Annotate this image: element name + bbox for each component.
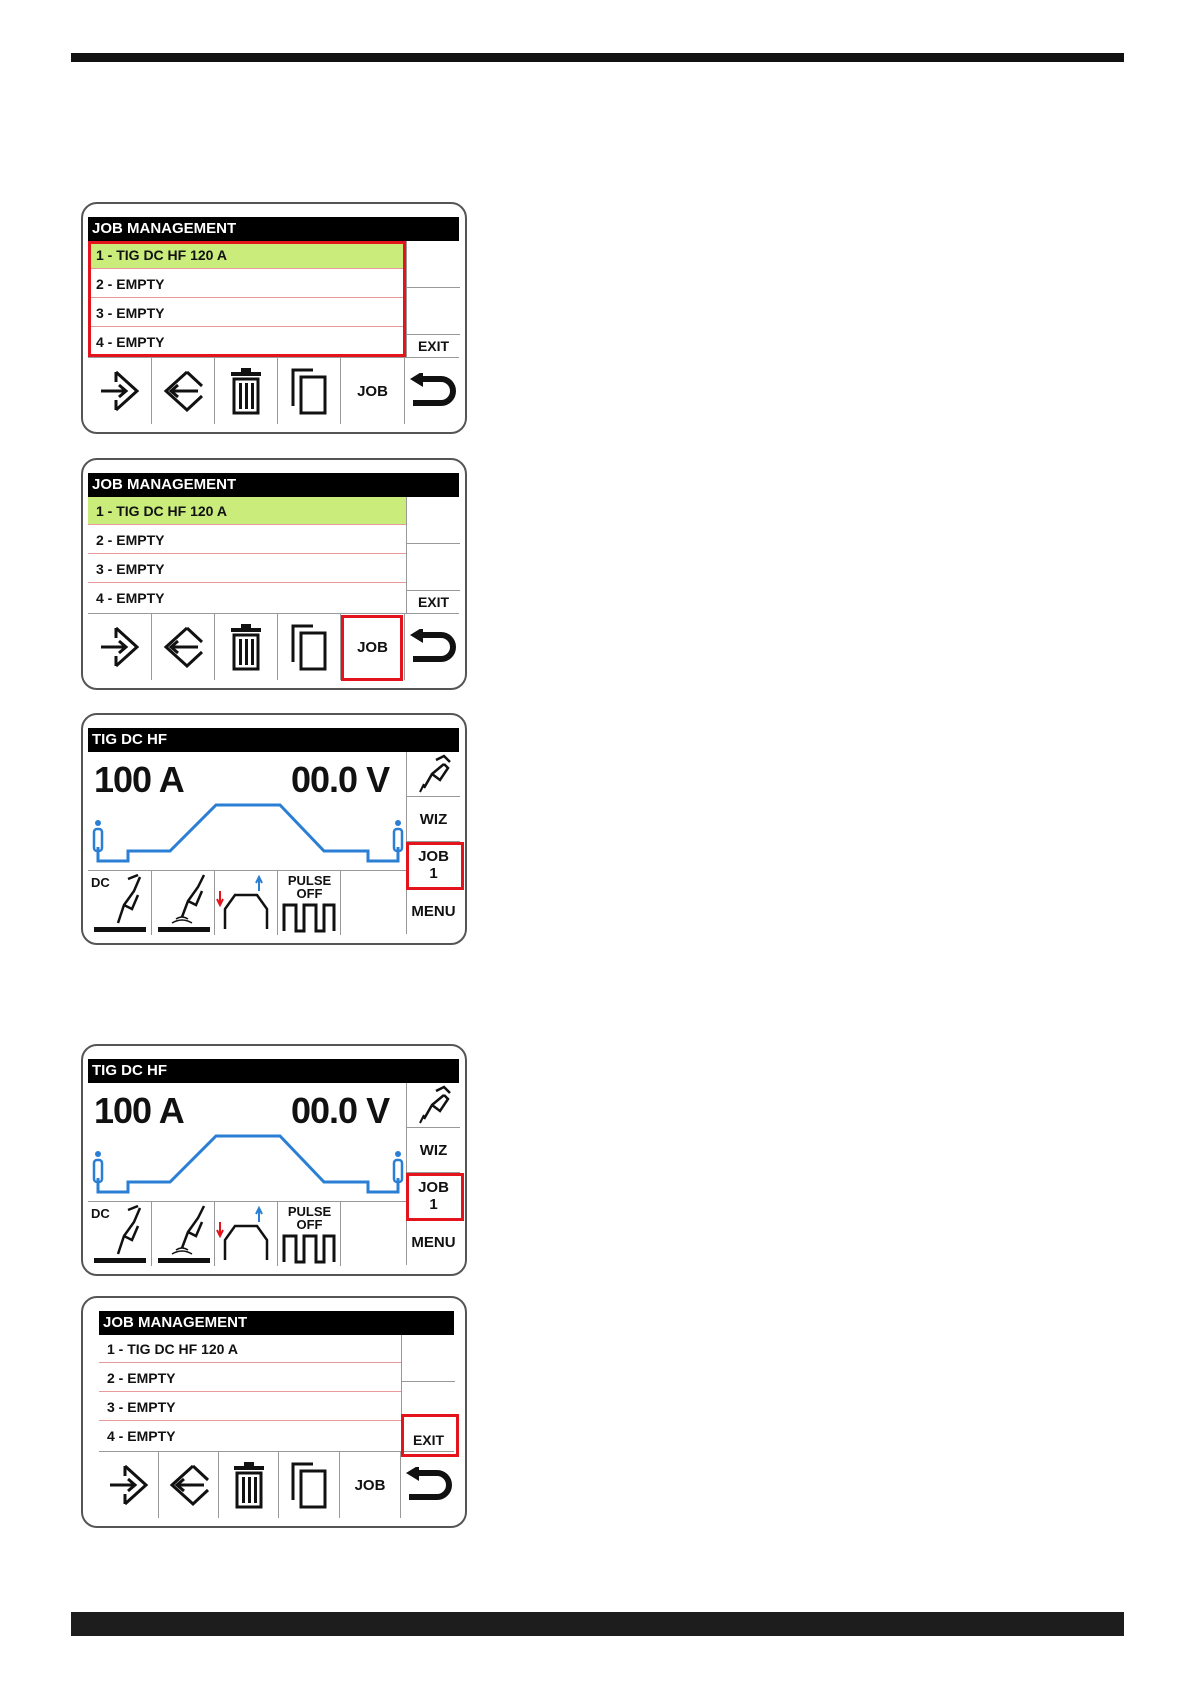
torch-settings-button[interactable] [407, 1083, 460, 1128]
copy-icon [289, 622, 329, 672]
save-job-button[interactable] [152, 614, 215, 680]
hf-torch-icon [152, 1202, 215, 1266]
trigger-mode-button[interactable] [215, 1202, 278, 1266]
job-management-screen-3 [81, 1296, 467, 1528]
side-divider [407, 590, 460, 591]
page-bottom-rule [71, 1612, 1124, 1636]
wiz-button[interactable] [407, 1128, 460, 1173]
empty-slot [341, 1202, 406, 1266]
job-button-label: JOB [357, 382, 388, 400]
job-item-3[interactable]: 3 - EMPTY [88, 555, 406, 583]
side-soft-keys [406, 497, 460, 613]
load-job-button[interactable] [88, 614, 152, 680]
torch-settings-button[interactable] [407, 752, 460, 797]
hf-start-button[interactable] [152, 1202, 215, 1266]
pulse-wave-icon [278, 871, 341, 935]
hf-torch-icon [152, 871, 215, 935]
save-job-button[interactable] [152, 358, 215, 424]
save-job-icon [160, 368, 206, 414]
polarity-dc-button[interactable] [88, 1202, 152, 1266]
side-divider [407, 334, 460, 335]
load-job-button[interactable] [99, 1452, 159, 1518]
copy-job-button[interactable] [278, 358, 341, 424]
weld-cycle-graph[interactable] [88, 1126, 406, 1202]
dc-label: DC [91, 1206, 110, 1221]
side-divider [407, 287, 460, 288]
job-item-2[interactable]: 2 - EMPTY [99, 1364, 401, 1392]
pulse-state: OFF [296, 886, 323, 901]
hf-start-button[interactable] [152, 871, 215, 935]
job-item-1[interactable]: 1 - TIG DC HF 120 A [88, 241, 406, 269]
tig-torch-icon [88, 871, 152, 935]
save-job-icon [160, 624, 206, 670]
job-number: 1 [429, 864, 438, 882]
pulse-label: PULSE [287, 1204, 332, 1219]
exit-button[interactable]: EXIT [417, 338, 450, 354]
back-arrow-icon [403, 1467, 453, 1503]
job-label: JOB [418, 1178, 449, 1196]
save-job-icon [166, 1462, 212, 1508]
job-item-3[interactable]: 3 - EMPTY [99, 1393, 401, 1421]
save-job-button[interactable] [159, 1452, 219, 1518]
copy-icon [289, 366, 329, 416]
weld-side-keys [406, 1083, 460, 1265]
job-item-1[interactable]: 1 - TIG DC HF 120 A [99, 1335, 401, 1363]
empty-slot [341, 871, 406, 935]
copy-job-button[interactable] [278, 614, 341, 680]
menu-label: MENU [411, 1233, 456, 1251]
back-button[interactable] [401, 1452, 454, 1518]
job-button[interactable] [407, 842, 460, 888]
torch-icon [414, 1085, 454, 1125]
load-job-icon [97, 368, 143, 414]
job-label: JOB [418, 847, 449, 865]
job-button-label: JOB [354, 1476, 386, 1494]
side-soft-keys [401, 1335, 455, 1451]
job-item-3[interactable]: 3 - EMPTY [88, 299, 406, 327]
screen-title: JOB MANAGEMENT [88, 217, 459, 241]
job-button[interactable] [341, 358, 405, 424]
voltage-readout[interactable]: 00.0 V [291, 1090, 390, 1131]
weld-screen-2 [81, 1044, 467, 1276]
job-item-2[interactable]: 2 - EMPTY [88, 270, 406, 298]
job-item-4[interactable]: 4 - EMPTY [107, 1428, 176, 1444]
tig-torch-icon [88, 1202, 152, 1266]
load-job-button[interactable] [88, 358, 152, 424]
back-arrow-icon [407, 373, 457, 409]
trash-icon [229, 1461, 269, 1509]
pulse-button[interactable] [278, 871, 341, 935]
weld-screen-1 [81, 713, 467, 945]
weld-mode-bar [88, 870, 406, 935]
job-number: 1 [429, 1195, 438, 1213]
exit-button[interactable]: EXIT [417, 594, 450, 610]
job-button-label: JOB [357, 638, 388, 656]
wiz-label: WIZ [419, 810, 448, 828]
trash-icon [226, 367, 266, 415]
wiz-label: WIZ [419, 1141, 448, 1159]
copy-icon [289, 1460, 329, 1510]
trigger-mode-button[interactable] [215, 871, 278, 935]
job-management-screen-2 [81, 458, 467, 690]
job-management-screen-1 [81, 202, 467, 434]
pulse-button[interactable] [278, 1202, 341, 1266]
job-toolbar [88, 613, 459, 680]
job-list [88, 241, 406, 357]
screen-title: JOB MANAGEMENT [88, 473, 459, 497]
menu-button[interactable] [407, 888, 460, 934]
weld-side-keys [406, 752, 460, 934]
torch-icon [414, 754, 454, 794]
job-button[interactable] [407, 1173, 460, 1219]
back-arrow-icon [407, 629, 457, 665]
menu-button[interactable] [407, 1219, 460, 1265]
screen-title: TIG DC HF [88, 1059, 459, 1083]
screen-title: TIG DC HF [88, 728, 459, 752]
job-item-2[interactable]: 2 - EMPTY [88, 526, 406, 554]
back-button[interactable] [405, 358, 459, 424]
polarity-dc-button[interactable] [88, 871, 152, 935]
pulse-label: PULSE [287, 873, 332, 888]
exit-button[interactable]: EXIT [412, 1432, 445, 1448]
job-item-4[interactable]: 4 - EMPTY [96, 590, 165, 606]
trigger-2t-icon [215, 871, 278, 935]
back-button[interactable] [405, 614, 459, 680]
weld-cycle-graph[interactable] [88, 795, 406, 871]
current-readout[interactable]: 100 A [94, 759, 184, 800]
load-job-icon [106, 1462, 152, 1508]
dc-label: DC [91, 875, 110, 890]
voltage-readout[interactable]: 00.0 V [291, 759, 390, 800]
job-button[interactable] [341, 614, 405, 680]
delete-job-button[interactable] [219, 1452, 279, 1518]
side-divider [402, 1381, 455, 1382]
load-job-icon [97, 624, 143, 670]
pulse-state: OFF [296, 1217, 323, 1232]
job-list [99, 1335, 401, 1451]
screen-title: JOB MANAGEMENT [99, 1311, 454, 1335]
copy-job-button[interactable] [279, 1452, 340, 1518]
page-top-rule [71, 53, 1124, 62]
delete-job-button[interactable] [215, 358, 278, 424]
delete-job-button[interactable] [215, 614, 278, 680]
current-readout[interactable]: 100 A [94, 1090, 184, 1131]
job-item-1[interactable]: 1 - TIG DC HF 120 A [88, 497, 406, 525]
menu-label: MENU [411, 902, 456, 920]
trash-icon [226, 623, 266, 671]
trigger-2t-icon [215, 1202, 278, 1266]
job-toolbar [88, 357, 459, 424]
wiz-button[interactable] [407, 797, 460, 842]
job-item-4[interactable]: 4 - EMPTY [96, 334, 165, 350]
weld-mode-bar [88, 1201, 406, 1266]
side-divider [407, 543, 460, 544]
side-soft-keys [406, 241, 460, 357]
job-toolbar [99, 1451, 454, 1518]
job-button[interactable] [340, 1452, 401, 1518]
pulse-wave-icon [278, 1202, 341, 1266]
job-list [88, 497, 406, 613]
